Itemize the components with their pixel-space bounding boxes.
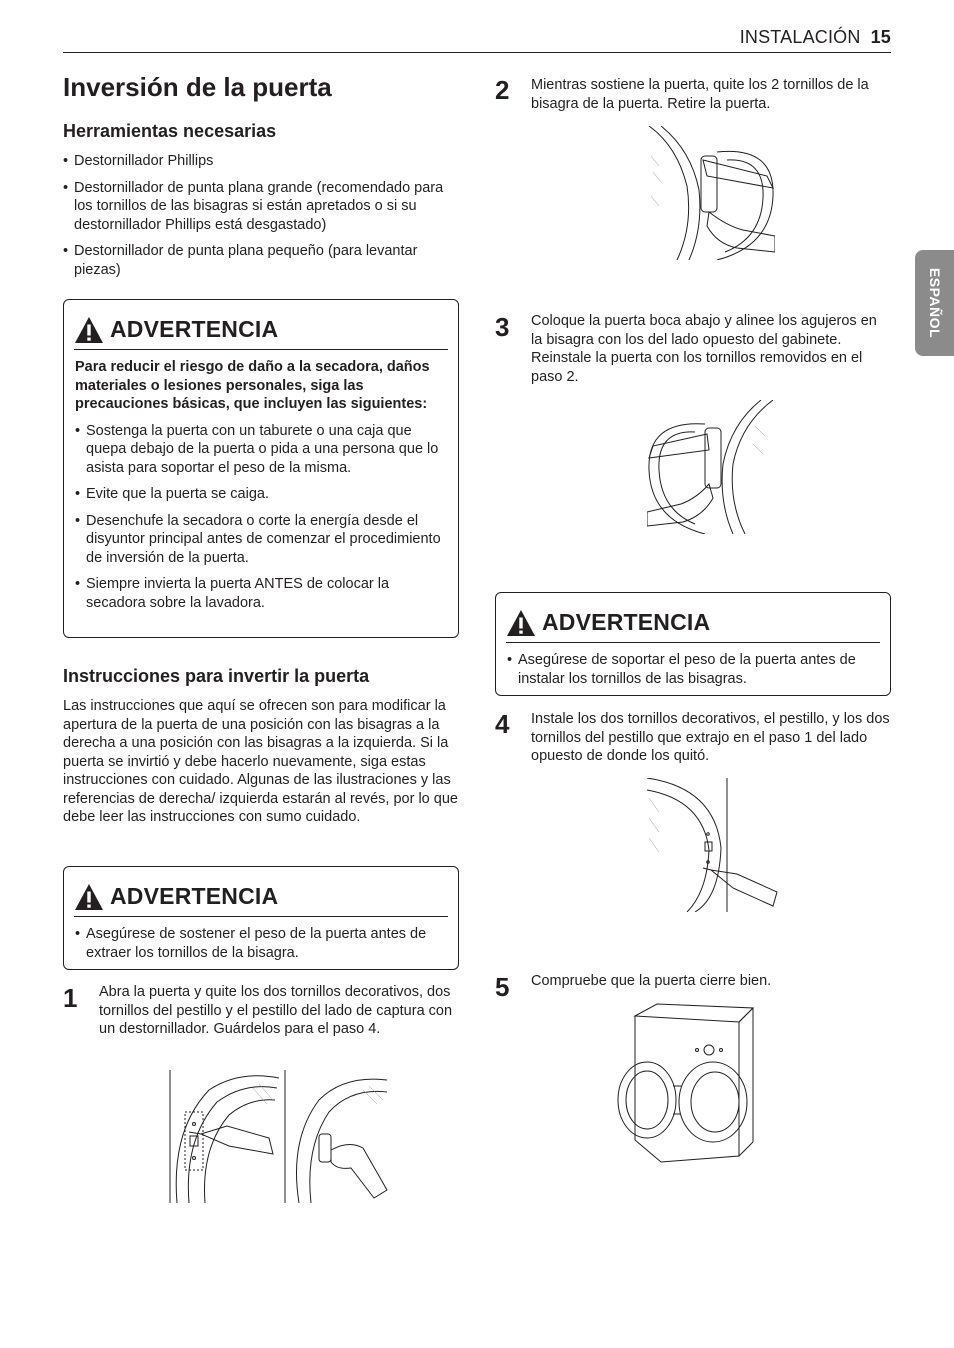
warning-list	[75, 422, 447, 613]
step-3-illustration	[647, 400, 775, 534]
list-item: • Siempre invierta la puerta ANTES de colocar la secadora sobre la lavadora.	[75, 575, 447, 612]
step-text: Instale los dos tornillos decorativos, el pestillo, y los dos tornillos del pestillo que extrajo en el paso 1 del lado opuesto de donde los quitó.	[531, 711, 890, 764]
page-title: Inversión de la puerta	[63, 72, 332, 102]
warning-icon	[506, 609, 536, 637]
warning-title: ADVERTENCIA	[110, 883, 279, 909]
list-item: • Destornillador de punta plana pequeño (para levantar piezas)	[63, 242, 459, 279]
step-text: Abra la puerta y quite los dos tornillos decorativos, dos tornillos del pestillo y el pestillo del lado de captura con un destornillador. Guárdelos para el paso 4.	[99, 984, 453, 1037]
tools-heading: Herramientas necesarias	[63, 121, 277, 141]
warning-header	[74, 877, 448, 917]
step-1-illustration	[169, 1070, 391, 1203]
language-tab	[915, 250, 954, 356]
warning-title: ADVERTENCIA	[110, 316, 279, 342]
warning-box	[495, 592, 891, 696]
step-number: 2	[495, 75, 510, 105]
warning-body	[75, 358, 447, 620]
list-item: • Destornillador de punta plana grande (recomendado para los tornillos de las bisagras si están apretados o si su destornillador Phillips está desgastado)	[63, 179, 459, 235]
tools-list	[63, 152, 459, 287]
warning-list	[75, 925, 447, 970]
list-item: • Desenchufe la secadora o corte la energía desde el disyuntor principal antes de comenzar el procedimiento de inversión de la puerta.	[75, 512, 447, 568]
step-2-illustration	[647, 126, 775, 260]
running-header	[740, 27, 891, 48]
step-number: 3	[495, 312, 510, 342]
step-4-illustration	[645, 778, 779, 912]
list-item: • Evite que la puerta se caiga.	[75, 485, 447, 504]
warning-list	[507, 651, 879, 696]
list-item: • Sostenga la puerta con un taburete o una caja que quepa debajo de la puerta o pida a una persona que lo asista para soportar el peso de la misma.	[75, 422, 447, 478]
warning-title: ADVERTENCIA	[542, 609, 711, 635]
step-number: 5	[495, 972, 510, 1002]
step-number: 1	[63, 983, 78, 1013]
warning-box	[63, 299, 459, 638]
header-rule	[63, 52, 891, 53]
list-item: • Asegúrese de soportar el peso de la puerta antes de instalar los tornillos de las bisagras.	[507, 651, 879, 688]
warning-lead: Para reducir el riesgo de daño a la secadora, daños materiales o lesiones personales, siga las precauciones básicas, que incluyen las siguientes:	[75, 359, 430, 412]
language-tab-label: ESPAÑOL	[926, 267, 943, 339]
step-text: Compruebe que la puerta cierre bien.	[531, 973, 772, 989]
warning-icon	[74, 883, 104, 911]
step-text: Coloque la puerta boca abajo y alinee los agujeros en la bisagra con los del lado opuesto del gabinete. Reinstale la puerta con los tornillos removidos en el paso 2.	[531, 313, 877, 385]
instructions-paragraph: Las instrucciones que aquí se ofrecen son para modificar la apertura de la puerta de una posición con las bisagras a la derecha a una posición con las bisagras a la izquierda. Si la puerta se invirtió y debe hacerlo nuevamente, siga estas instrucciones con cuidado. Algunas de las ilustraciones y las referencias de derecha/ izquierda estarán al revés, por lo que debe leer las instrucciones con sumo cuidado.	[63, 698, 458, 825]
step-text: Mientras sostiene la puerta, quite los 2 tornillos de la bisagra de la puerta. Retire la puerta.	[531, 77, 869, 112]
step-number: 4	[495, 709, 510, 739]
warning-header	[74, 310, 448, 350]
page-number: 15	[870, 27, 891, 47]
warning-header	[506, 603, 880, 643]
warning-icon	[74, 316, 104, 344]
instructions-heading: Instrucciones para invertir la puerta	[63, 666, 370, 686]
list-item: • Destornillador Phillips	[63, 152, 459, 171]
warning-box	[63, 866, 459, 970]
step-5-dryer-illustration	[615, 1002, 755, 1164]
list-item: • Asegúrese de sostener el peso de la puerta antes de extraer los tornillos de la bisagra.	[75, 925, 447, 962]
header-section: INSTALACIÓN	[739, 27, 861, 47]
